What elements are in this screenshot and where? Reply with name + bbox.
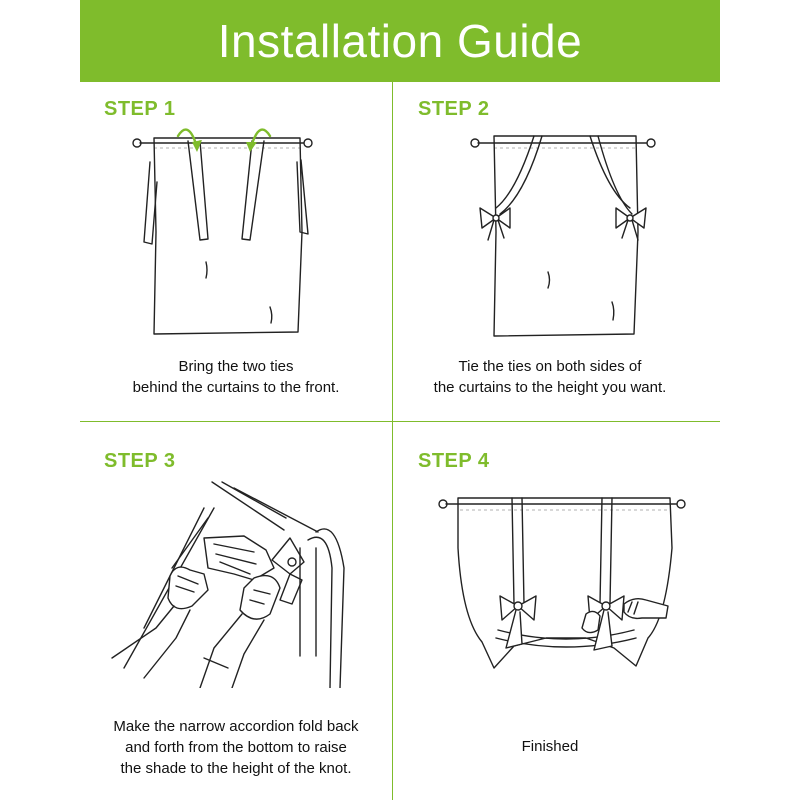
step-1-panel (80, 84, 392, 422)
page-title: Installation Guide (217, 15, 583, 67)
caption-line: and forth from the bottom to raise (125, 739, 347, 756)
caption-line: Bring the two ties (178, 358, 294, 375)
step-4-panel (394, 436, 706, 774)
step-3-title: STEP 3 (104, 450, 176, 472)
hands-folding-illustration (104, 478, 374, 688)
curtain-step1-illustration (130, 122, 355, 344)
caption-line: behind the curtains to the front. (132, 379, 340, 396)
step-4-caption (394, 736, 706, 757)
step-1-caption (80, 356, 392, 398)
curtain-step2-illustration (468, 122, 658, 344)
caption-line: the curtains to the height you want. (433, 379, 667, 396)
caption-line: Make the narrow accordion fold back (113, 718, 359, 735)
step-2-caption (394, 356, 706, 398)
step-1-title: STEP 1 (104, 98, 176, 120)
caption-line: the shade to the height of the knot. (120, 760, 352, 777)
step-2-title: STEP 2 (418, 98, 490, 120)
header-banner (80, 0, 720, 82)
step-3-caption (80, 716, 392, 779)
step-2-panel (394, 84, 706, 422)
step-3-panel (80, 436, 392, 777)
step-4-title: STEP 4 (418, 450, 490, 472)
caption-line: Finished (521, 738, 579, 755)
finished-shade-illustration (436, 488, 696, 684)
vertical-divider (392, 82, 393, 800)
caption-line: Tie the ties on both sides of (458, 358, 642, 375)
